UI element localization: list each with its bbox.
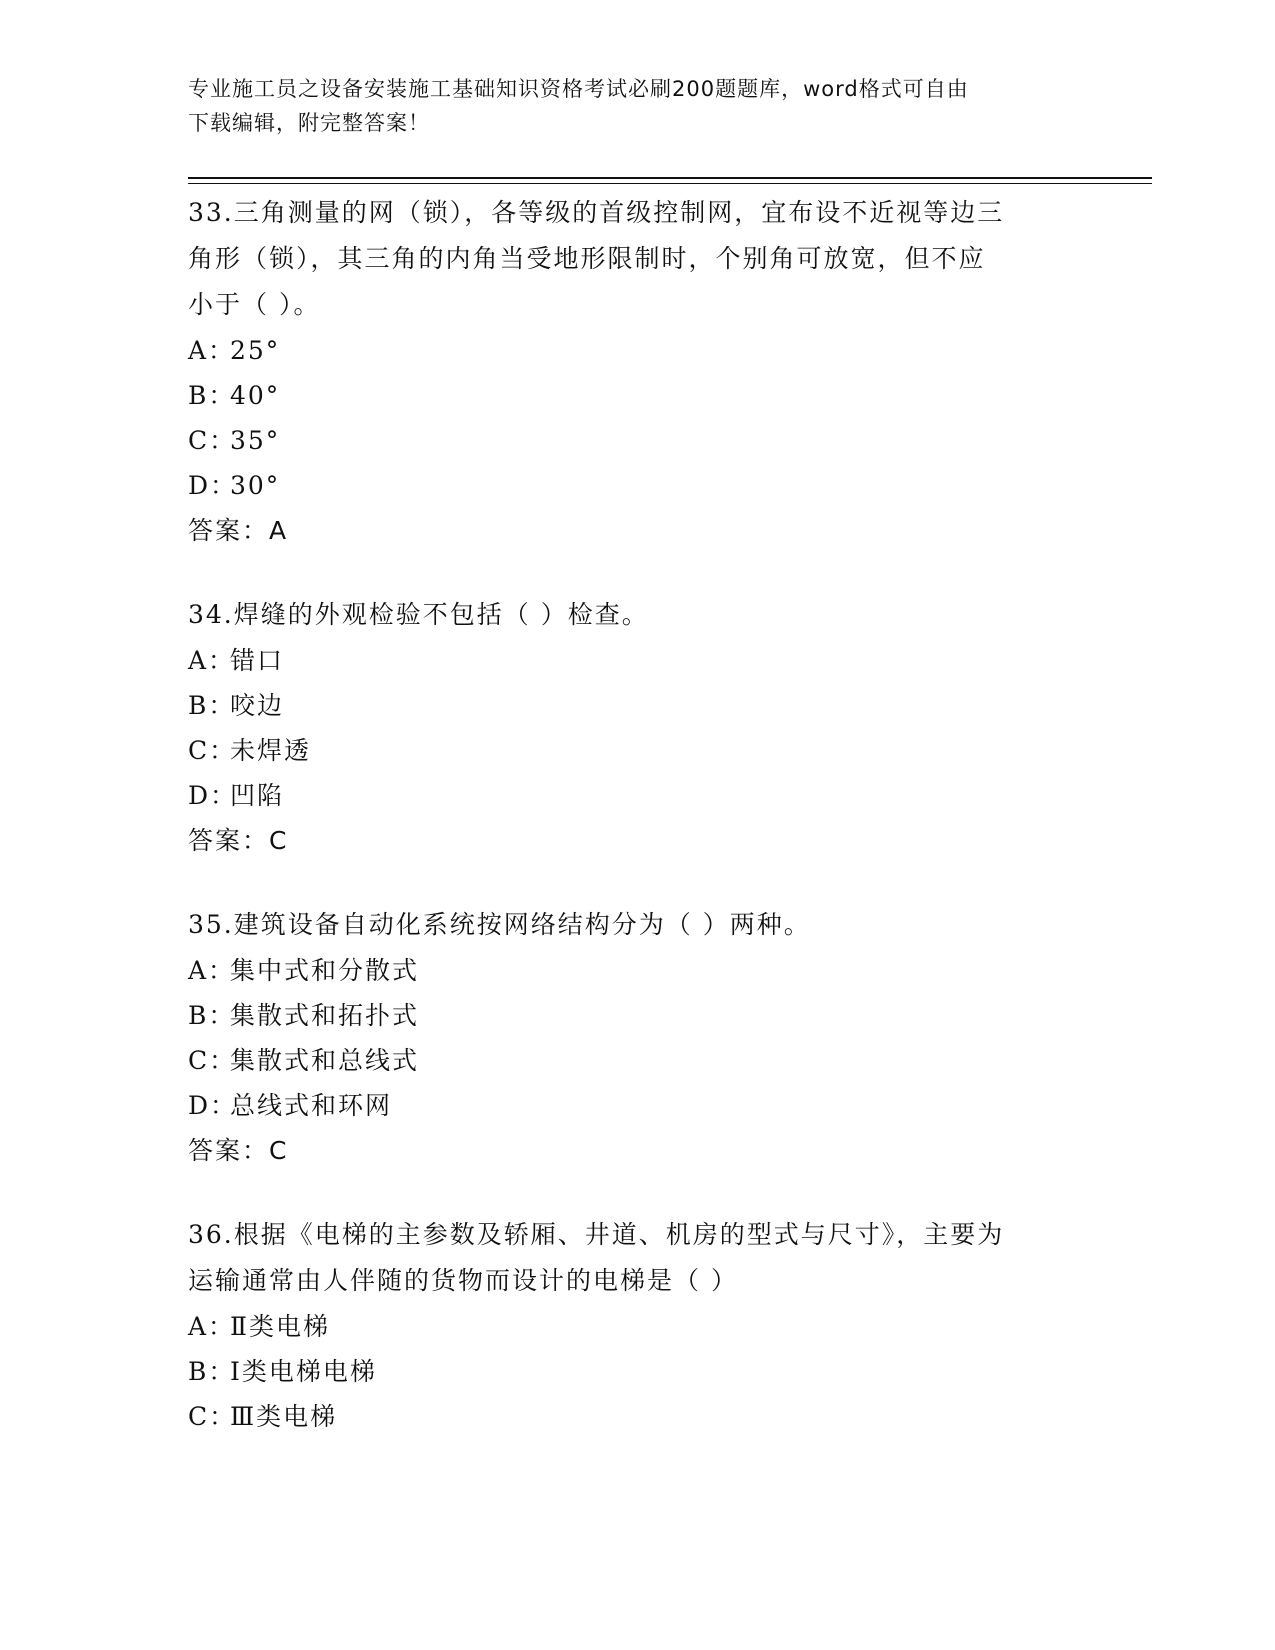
option-b xyxy=(188,1349,1088,1394)
option-label: A： xyxy=(188,956,236,985)
question-stem-line: 35.建筑设备自动化系统按网络结构分为（ ）两种。 xyxy=(188,910,811,939)
header-line-2: 下载编辑，附完整答案！ xyxy=(188,111,430,135)
option-text: 集散式和总线式 xyxy=(230,1046,420,1075)
answer-line: 答案：C xyxy=(188,826,289,855)
option-text: 总线式和环网 xyxy=(230,1091,393,1120)
option-label: B： xyxy=(188,691,236,720)
option-label: B： xyxy=(188,1001,236,1030)
option-text: Ⅲ类电梯 xyxy=(230,1402,338,1431)
header-rule-thick xyxy=(188,177,1152,179)
question-33 xyxy=(188,190,1088,554)
option-a xyxy=(188,638,1088,683)
question-34 xyxy=(188,592,1088,864)
option-label: D： xyxy=(188,1091,238,1120)
option-text: 25° xyxy=(230,336,281,365)
document-header xyxy=(188,72,1088,140)
option-text: 30° xyxy=(230,471,281,500)
option-text: Ⅰ类电梯电梯 xyxy=(230,1357,377,1386)
option-d xyxy=(188,773,1088,818)
option-text: 咬边 xyxy=(230,691,285,720)
question-stem-line: 33.三角测量的网（锁），各等级的首级控制网，宜布设不近视等边三 xyxy=(188,198,1005,227)
option-text: 集中式和分散式 xyxy=(230,956,420,985)
option-label: D： xyxy=(188,471,238,500)
option-a xyxy=(188,948,1088,993)
option-label: C： xyxy=(188,1402,237,1431)
option-text: 凹陷 xyxy=(230,781,285,810)
option-label: A： xyxy=(188,336,236,365)
option-b xyxy=(188,993,1088,1038)
option-label: C： xyxy=(188,1046,237,1075)
question-stem-line: 小于（ ）。 xyxy=(188,290,321,319)
option-c xyxy=(188,728,1088,773)
option-c xyxy=(188,1038,1088,1083)
option-text: 集散式和拓扑式 xyxy=(230,1001,420,1030)
option-label: B： xyxy=(188,1357,236,1386)
option-b xyxy=(188,373,1088,418)
option-a xyxy=(188,328,1088,373)
option-text: Ⅱ类电梯 xyxy=(230,1312,330,1341)
option-label: A： xyxy=(188,646,236,675)
option-a xyxy=(188,1304,1088,1349)
header-rule-thin xyxy=(188,183,1152,184)
answer-line: 答案：A xyxy=(188,516,289,545)
header-line-1: 专业施工员之设备安装施工基础知识资格考试必刷200题题库，word格式可自由 xyxy=(188,77,969,101)
option-text: 错口 xyxy=(230,646,285,675)
answer-line: 答案：C xyxy=(188,1136,289,1165)
question-35 xyxy=(188,902,1088,1174)
question-stem-line: 36.根据《电梯的主参数及轿厢、井道、机房的型式与尺寸》，主要为 xyxy=(188,1220,1005,1249)
question-list xyxy=(188,190,1088,1477)
option-c xyxy=(188,418,1088,463)
question-stem-line: 运输通常由人伴随的货物而设计的电梯是（ ） xyxy=(188,1266,738,1295)
option-label: C： xyxy=(188,736,237,765)
option-d xyxy=(188,1083,1088,1128)
option-label: B： xyxy=(188,381,236,410)
option-text: 35° xyxy=(230,426,281,455)
option-text: 未焊透 xyxy=(230,736,312,765)
option-b xyxy=(188,683,1088,728)
option-label: D： xyxy=(188,781,238,810)
question-36 xyxy=(188,1212,1088,1439)
option-c xyxy=(188,1394,1088,1439)
question-stem-line: 角形（锁），其三角的内角当受地形限制时，个别角可放宽，但不应 xyxy=(188,244,986,273)
option-text: 40° xyxy=(230,381,281,410)
option-label: A： xyxy=(188,1312,236,1341)
option-label: C： xyxy=(188,426,237,455)
question-stem-line: 34.焊缝的外观检验不包括（ ）检查。 xyxy=(188,600,649,629)
option-d xyxy=(188,463,1088,508)
